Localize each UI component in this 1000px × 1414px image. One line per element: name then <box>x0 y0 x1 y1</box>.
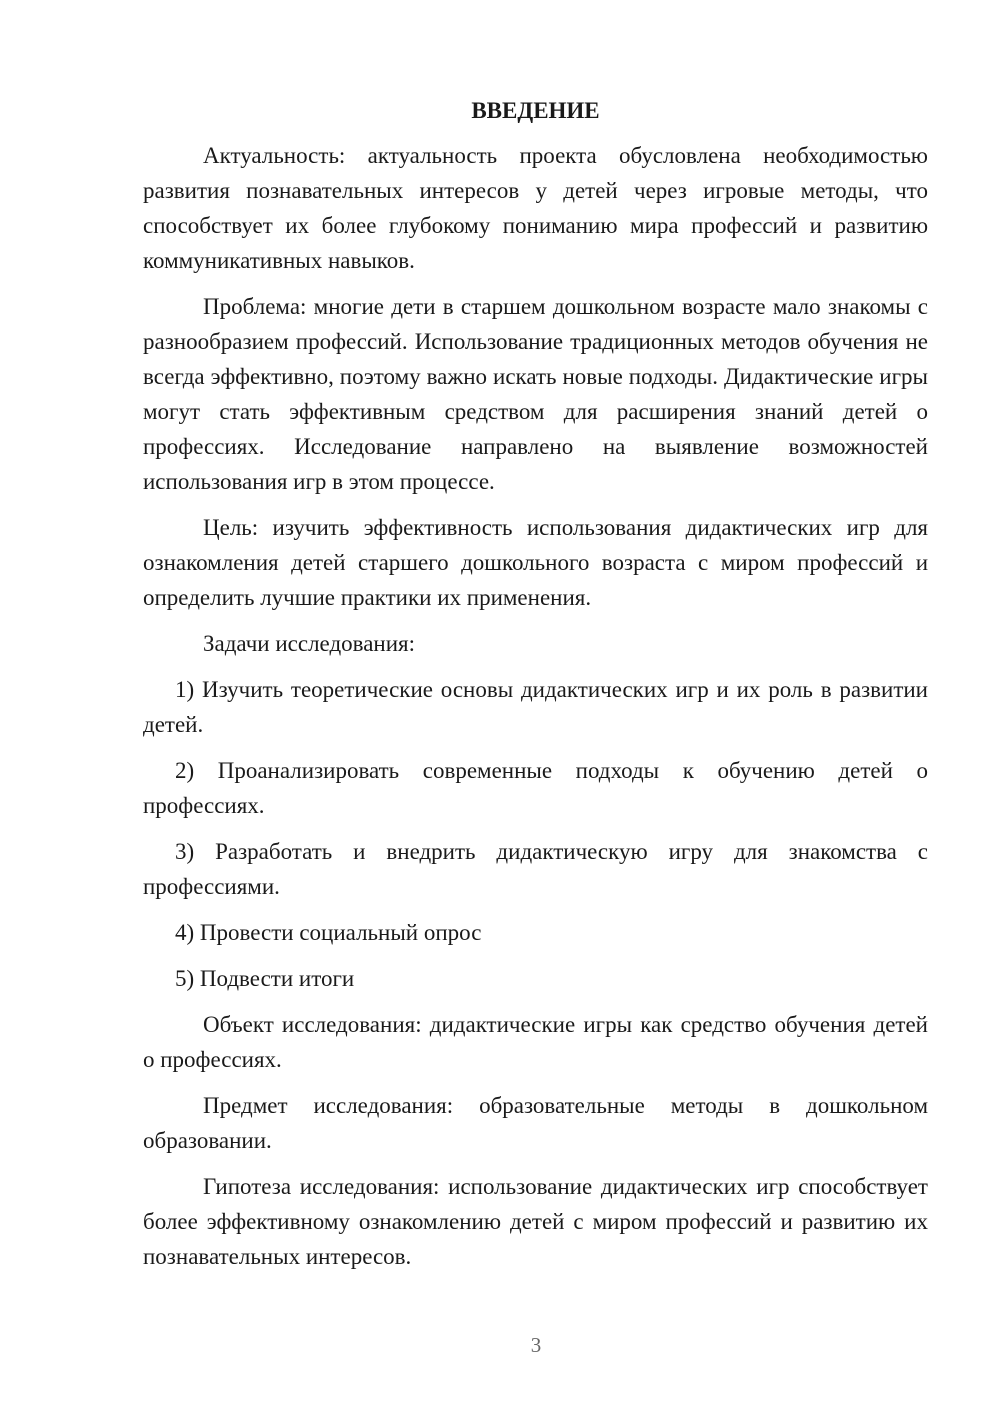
page-number: 3 <box>530 1333 542 1357</box>
subject-paragraph: Предмет исследования: образовательные методы в дошкольном образовании. <box>143 1093 928 1153</box>
document-body <box>143 96 928 1285</box>
task-item: 3) Разработать и внедрить дидактическую игру для знакомства с профессиями. <box>143 839 928 899</box>
task-item: 4) Провести социальный опрос <box>175 920 482 945</box>
hypothesis-paragraph: Гипотеза исследования: использование дидактических игр способствует более эффективному ознакомлению детей с миром профессий и развитию их познавательных интересов. <box>143 1174 928 1269</box>
tasks-heading: Задачи исследования: <box>203 631 416 656</box>
goal-paragraph: Цель: изучить эффективность использования дидактических игр для ознакомления детей старшего дошкольного возраста с миром профессий и определить лучшие практики их применения. <box>143 515 928 610</box>
task-item: 1) Изучить теоретические основы дидактических игр и их роль в развитии детей. <box>143 677 928 737</box>
page-title: ВВЕДЕНИЕ <box>471 98 600 123</box>
problem-paragraph: Проблема: многие дети в старшем дошкольном возрасте мало знакомы с разнообразием профессий. Использование традиционных методов обучения не всегда эффективно, поэтому важно искать новые подходы. Дидактические игры могут стать эффективным средством для расширения знаний детей о профессиях. Исследование направлено на выявление возможностей использования игр в этом процессе. <box>143 294 928 494</box>
task-item: 2) Проанализировать современные подходы к обучению детей о профессиях. <box>143 758 928 818</box>
relevance-paragraph: Актуальность: актуальность проекта обусловлена необходимостью развития познавательных интересов у детей через игровые методы, что способствует их более глубокому пониманию мира профессий и развитию коммуникативных навыков. <box>143 143 928 273</box>
object-paragraph: Объект исследования: дидактические игры как средство обучения детей о профессиях. <box>143 1012 928 1072</box>
task-item: 5) Подвести итоги <box>175 966 355 991</box>
